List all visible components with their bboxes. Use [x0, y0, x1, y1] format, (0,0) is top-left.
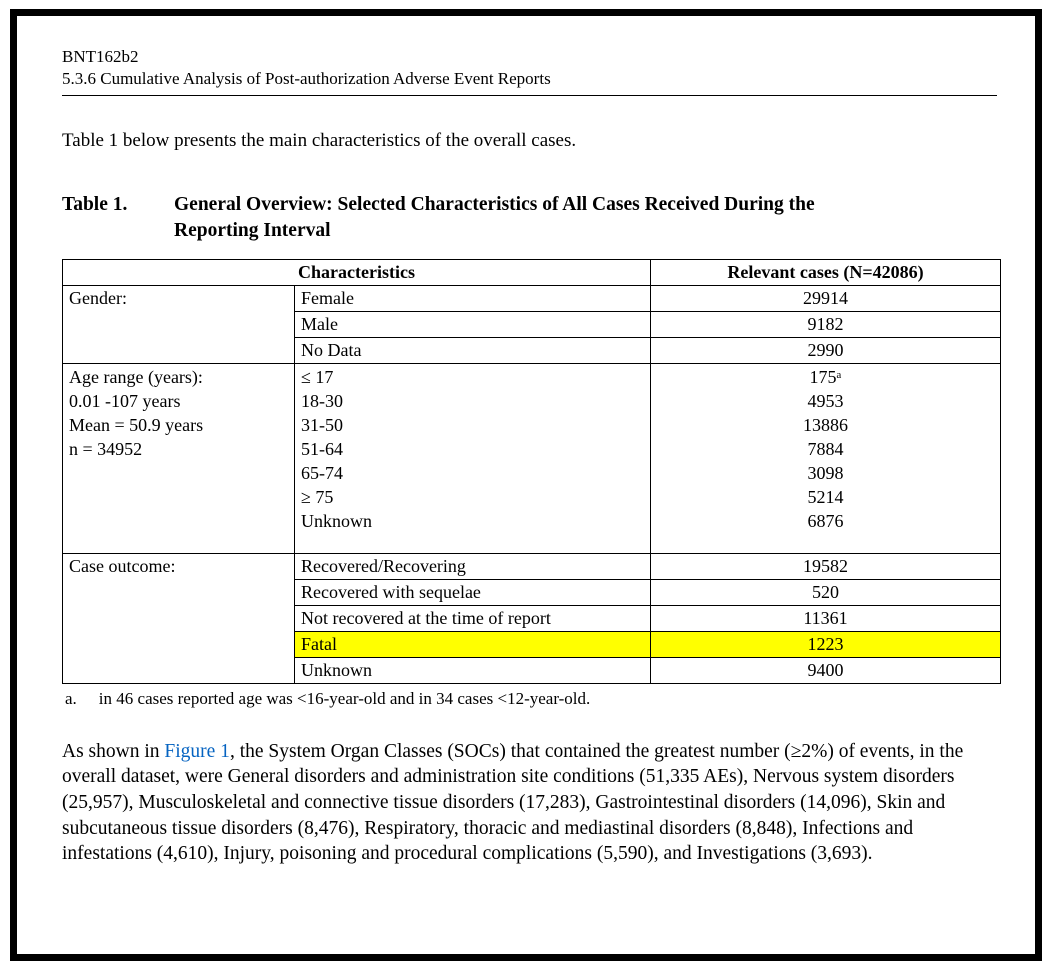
characteristic-cell: Recovered with sequelae: [295, 579, 651, 605]
characteristic-cell: 65-74: [301, 462, 343, 483]
characteristic-cell: Not recovered at the time of report: [295, 605, 651, 631]
doc-section-title: 5.3.6 Cumulative Analysis of Post-authorization Adverse Event Reports: [62, 69, 551, 89]
characteristic-cell: ≤ 17: [301, 366, 334, 387]
table-caption-label: Table 1.: [62, 193, 128, 215]
table-header-row: [63, 259, 1001, 285]
characteristic-cell: No Data: [295, 337, 651, 363]
value-cell: 4953: [807, 390, 844, 411]
characteristic-cell: Male: [295, 311, 651, 337]
paragraph-text-before: As shown in: [62, 740, 165, 762]
relevant-cases-header-cell: Relevant cases (N=42086): [651, 259, 1001, 285]
group-label-gender: Gender:: [63, 285, 295, 363]
table-row-age: [63, 363, 1001, 553]
age-value-list: [651, 363, 1001, 553]
body-paragraph: [62, 739, 987, 868]
value-cell: 19582: [651, 553, 1001, 579]
characteristic-cell: 51-64: [301, 438, 343, 459]
value-cell: 11361: [651, 605, 1001, 631]
value-cell: 2990: [651, 337, 1001, 363]
characteristic-cell: Recovered/Recovering: [295, 553, 651, 579]
age-label-line: n = 34952: [69, 438, 143, 459]
value-cell: 175ᵃ: [809, 366, 842, 387]
paragraph-text-after: , the System Organ Classes (SOCs) that contained the greatest number (≥2%) of events, in the overall dataset, were General disorders and administration site conditions (51,335 AEs), Nervous system disorders (25,957), Musculoskeletal and connective tissue disorders (17,283), Gastrointestinal disorders (14,096), Skin and subcutaneous tissue disorders (8,476), Respiratory, thoracic and mediastinal disorders (8,848), Infections and infestations (4,610), Injury, poisoning and procedural complications (5,590), and Investigations (3,693).: [62, 740, 964, 865]
age-bracket-list: [295, 363, 651, 553]
characteristic-cell: Unknown: [301, 510, 372, 531]
table-caption: [62, 192, 997, 245]
value-cell: 9182: [651, 311, 1001, 337]
group-label-outcome: Case outcome:: [63, 553, 295, 683]
document-page: [10, 9, 1042, 961]
age-label-line: 0.01 -107 years: [69, 390, 181, 411]
value-cell: 29914: [651, 285, 1001, 311]
footnote-marker: a.: [65, 688, 77, 708]
characteristic-cell: 18-30: [301, 390, 343, 411]
characteristic-cell: ≥ 75: [301, 486, 334, 507]
value-cell: 6876: [807, 510, 844, 531]
intro-text: Table 1 below presents the main characteristics of the overall cases.: [62, 129, 577, 151]
characteristic-cell: 31-50: [301, 414, 343, 435]
characteristic-cell: Female: [295, 285, 651, 311]
value-cell-fatal: 1223: [651, 631, 1001, 657]
characteristics-header-cell: Characteristics: [63, 259, 651, 285]
age-label-line: Age range (years):: [69, 366, 203, 387]
value-cell: 13886: [803, 414, 848, 435]
figure-1-link[interactable]: Figure 1: [164, 740, 230, 762]
value-cell: 5214: [807, 486, 844, 507]
characteristic-cell: Unknown: [295, 657, 651, 683]
value-cell: 3098: [807, 462, 844, 483]
value-cell: 7884: [807, 438, 844, 459]
table-1: [62, 259, 1001, 684]
table-row: [63, 553, 1001, 579]
footnote-text: in 46 cases reported age was <16-year-old and in 34 cases <12-year-old.: [98, 688, 591, 708]
table-caption-title: General Overview: Selected Characteristics of All Cases Received During the Reporting Interval: [174, 193, 815, 242]
value-cell: 520: [651, 579, 1001, 605]
table-row: [63, 285, 1001, 311]
characteristic-cell-fatal: Fatal: [295, 631, 651, 657]
age-label-line: Mean = 50.9 years: [69, 414, 204, 435]
doc-id: BNT162b2: [62, 47, 139, 66]
group-label-age: [63, 363, 295, 553]
document-header: [62, 46, 997, 96]
value-cell: 9400: [651, 657, 1001, 683]
table-footnote: [62, 689, 997, 709]
